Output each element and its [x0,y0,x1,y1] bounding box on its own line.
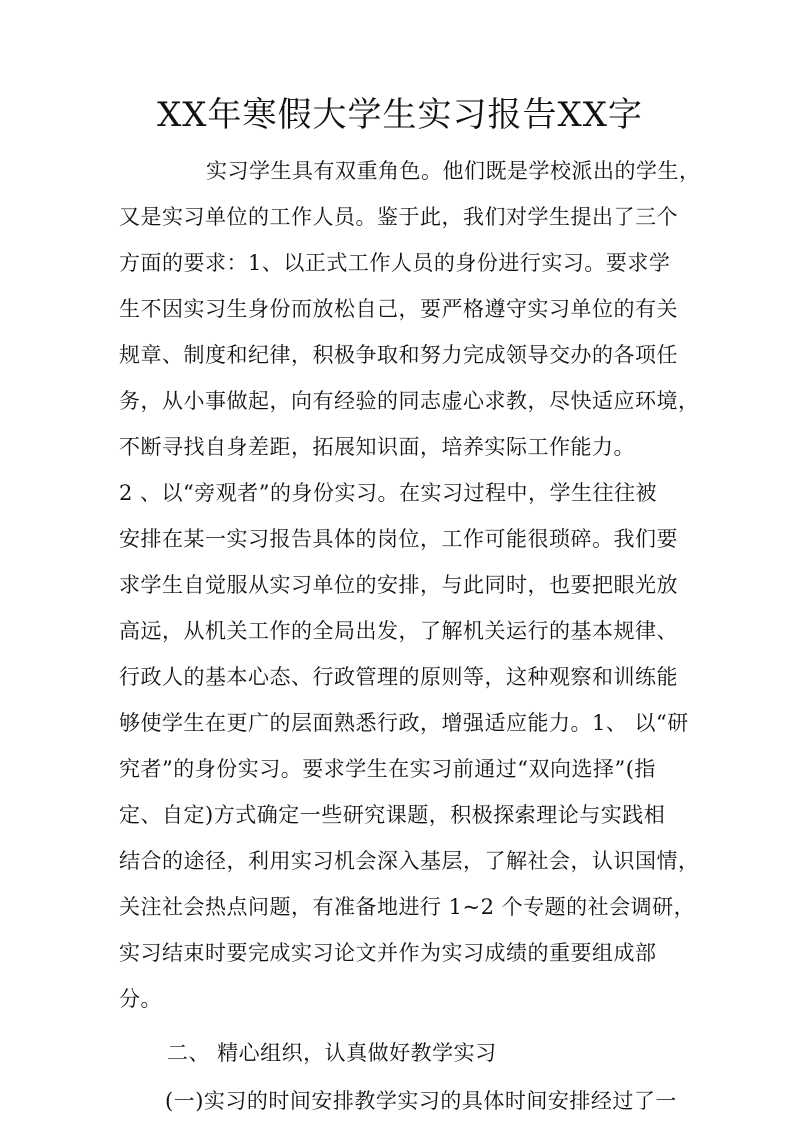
body-line: 关注社会热点问题，有准备地进行 1~2 个专题的社会调研， [119,895,696,919]
body-line: 定、自定)方式确定一些研究课题，积极探索理论与实践相 [119,803,666,827]
body-line: 分。 [119,987,162,1011]
body-line: 安排在某一实习报告具体的岗位，工作可能很琐碎。我们要 [119,527,678,551]
body-line: 行政人的基本心态、行政管理的原则等，这种观察和训练能 [119,665,678,689]
body-line: 实习学生具有双重角色。他们既是学校派出的学生， [206,159,701,183]
body-line: 够使学生在更广的层面熟悉行政，增强适应能力。1、 以“研 [119,711,689,735]
section-heading: 二、 精心组织，认真做好教学实习 [167,1041,497,1065]
body-line: 求学生自觉服从实习单位的安排，与此同时，也要把眼光放 [119,573,678,597]
body-line: 规章、制度和纪律，积极争取和努力完成领导交办的各项任 [119,343,678,367]
body-line: 又是实习单位的工作人员。鉴于此，我们对学生提出了三个 [119,205,678,229]
body-line: 高远，从机关工作的全局出发，了解机关运行的基本规律、 [119,619,678,643]
body-line: 究者”的身份实习。要求学生在实习前通过“双向选择”(指 [119,757,656,781]
subsection-line: (一)实习的时间安排教学实习的具体时间安排经过了一 [165,1089,677,1113]
body-line: 实习结束时要完成实习论文并作为实习成绩的重要组成部 [119,941,657,965]
body-line: 务，从小事做起，向有经验的同志虚心求教，尽快适应环境， [119,389,700,413]
body-line: 结合的途径，利用实习机会深入基层，了解社会，认识国情， [119,849,700,873]
body-line: 生不因实习生身份而放松自己，要严格遵守实习单位的有关 [119,297,678,321]
body-line: 不断寻找自身差距，拓展知识面，培养实际工作能力。 [119,435,635,459]
document-title: XX年寒假大学生实习报告XX字 [157,95,643,135]
body-line: 方面的要求：1、以正式工作人员的身份进行实习。要求学 [119,251,671,275]
body-line: 2 、以“旁观者”的身份实习。在实习过程中，学生往往被 [119,481,658,505]
